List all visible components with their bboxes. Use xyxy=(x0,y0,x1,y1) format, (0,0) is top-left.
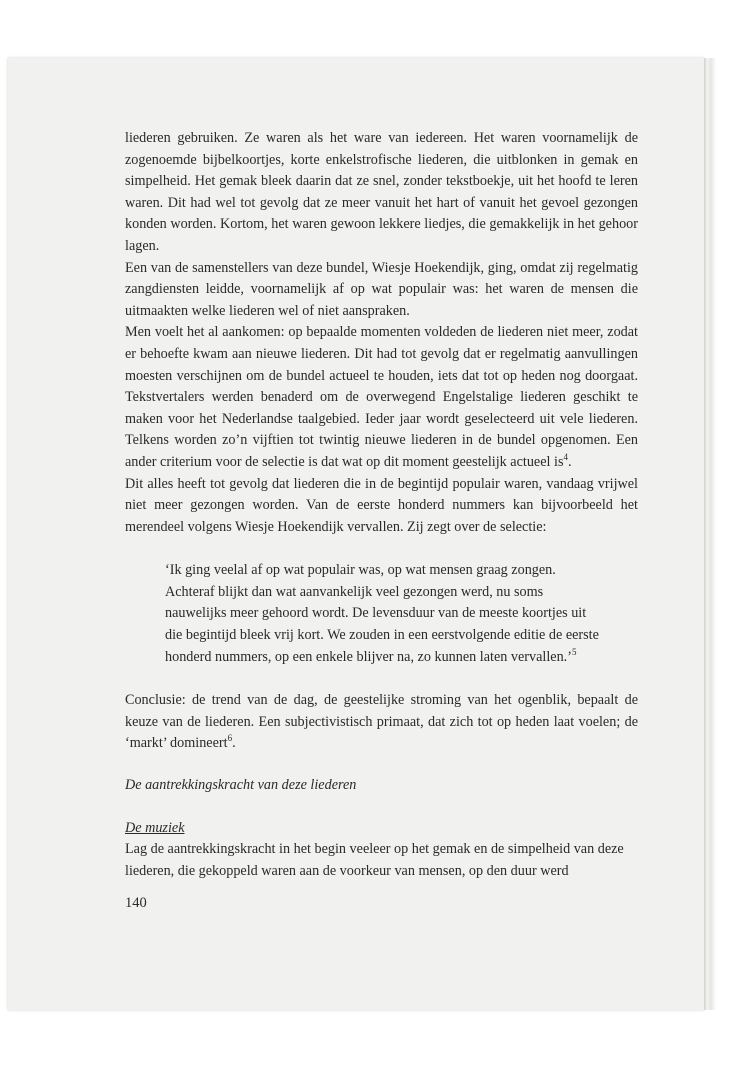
section-heading: De aantrekkingskracht van deze liederen xyxy=(125,777,357,794)
paragraph-4: Dit alles heeft tot gevolg dat liederen die in de begintijd populair waren, vandaag vrijwel niet meer gezongen worden. Van de eerste honderd nummers kan bijvoorbeeld het merendeel volgens Wiesje Hoekendijk vervallen. Zij zegt over de selectie: xyxy=(125,475,638,535)
conclusion-text: Conclusie: de trend van de dag, de geestelijke stroming van het ogenblik, bepaalt de keuze van de liederen. Een subjectivistisch primaat, dat zich tot op heden laat voelen; de ‘markt’ domineert xyxy=(125,692,638,752)
quote-line: ‘Ik ging veelal af op wat populair was, op wat mensen graag zongen. xyxy=(165,562,556,579)
block-quote xyxy=(125,560,638,668)
conclusion-paragraph xyxy=(125,690,638,755)
footnote-ref-6: 6 xyxy=(227,733,233,744)
quote-line: nauwelijks meer gehoord wordt. De levensduur van de meeste koortjes uit xyxy=(165,605,587,622)
paragraph-3-end: . xyxy=(567,453,572,470)
paragraph-1: liederen gebruiken. Ze waren als het ware van iedereen. Het waren voornamelijk de zogenoemde bijbelkoortjes, korte enkelstrofische liederen, die uitblonken in gemak en simpelheid. Het gemak bleek daarin dat ze snel, zonder tekstboekje, uit het hoofd te leren waren. Dit had wel tot gevolg dat ze meer vanuit het hart of vanuit het gevoel gezongen konden worden. Kortom, het waren gewoon lekkere liedjes, die gemakkelijk in het gehoor lagen. xyxy=(125,130,638,254)
final-paragraph: Lag de aantrekkingskracht in het begin veeleer op het gemak en de simpelheid van deze liederen, die gekoppeld waren aan de voorkeur van mensen, op den duur werd xyxy=(125,841,624,879)
footnote-ref-5: 5 xyxy=(571,646,577,657)
subsection-heading: De muziek xyxy=(125,819,185,836)
quote-line-last: honderd nummers, op een enkele blijver na, zo kunnen laten vervallen.’ xyxy=(165,648,572,665)
quote-line: die begintijd bleek vrij kort. We zouden in een eerstvolgende editie de eerste xyxy=(165,627,599,644)
paragraph-2: Een van de samenstellers van deze bundel, Wiesje Hoekendijk, ging, omdat zij regelmatig zangdiensten leidde, voornamelijk af op wat populair was: het waren de mensen die uitmaakten welke liederen wel of niet aanspraken. xyxy=(125,259,638,319)
page-text xyxy=(125,128,638,882)
page-number: 140 xyxy=(125,895,147,911)
paragraph-3-text: Men voelt het al aankomen: op bepaalde momenten voldeden de liederen niet meer, zodat er behoefte kwam aan nieuwe liederen. Dit had tot gevolg dat er regelmatig aanvullingen moesten verschijnen om de bundel actueel te houden, iets dat tot op heden nog doorgaat. Tekstvertalers werden benaderd om de overwegend Engelstalige liederen geschikt te maken voor het Nederlandse taalgebied. Ieder jaar wordt geselecteerd uit vele liederen. Telkens worden zo’n vijftien tot twintig nieuwe liederen in de bundel opgenomen. Een ander criterium voor de selectie is dat wat op dit moment geestelijk actueel is xyxy=(125,324,638,470)
paragraph-3 xyxy=(125,322,638,473)
quote-line: Achteraf blijkt dan wat aanvankelijk veel gezongen werd, nu soms xyxy=(165,583,544,600)
conclusion-end: . xyxy=(232,735,236,752)
footnote-ref-4: 4 xyxy=(563,451,568,462)
page-edge xyxy=(704,58,716,1010)
